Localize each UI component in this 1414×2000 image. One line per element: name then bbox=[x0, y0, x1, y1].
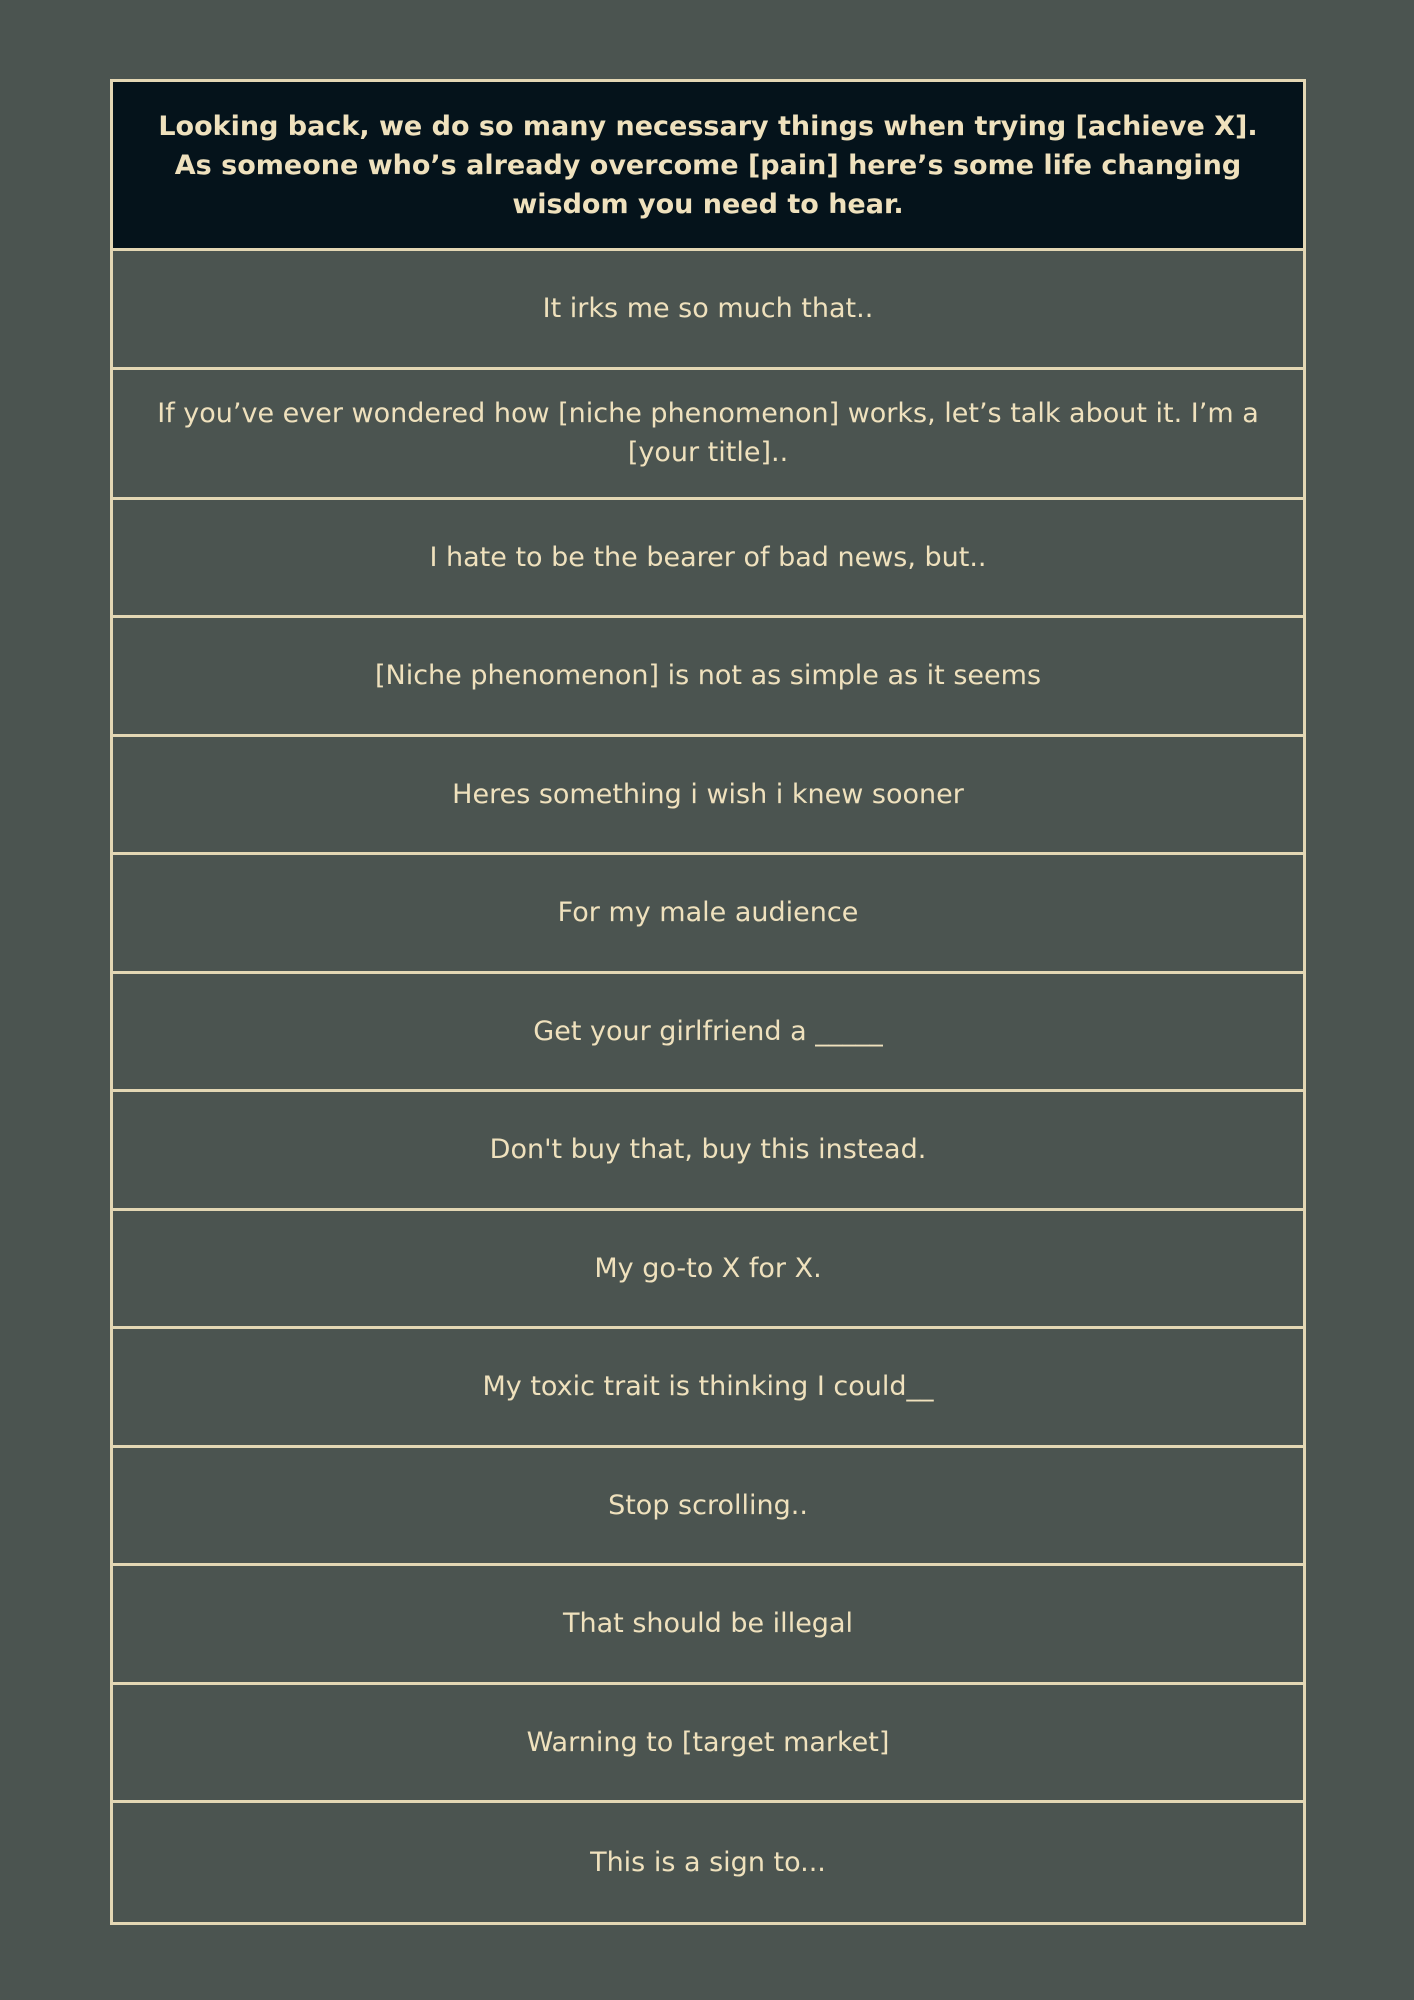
hook-row: I hate to be the bearer of bad news, but.. bbox=[113, 500, 1303, 619]
hook-row: Stop scrolling.. bbox=[113, 1448, 1303, 1567]
hook-row: It irks me so much that.. bbox=[113, 251, 1303, 370]
hooks-table bbox=[110, 79, 1306, 1925]
hook-row: This is a sign to... bbox=[590, 1846, 826, 1878]
hook-row: [Niche phenomenon] is not as simple as it seems bbox=[113, 618, 1303, 737]
hook-row: Get your girlfriend a _____ bbox=[113, 974, 1303, 1093]
hook-row: That should be illegal bbox=[113, 1566, 1303, 1685]
hook-row: Don't buy that, buy this instead. bbox=[113, 1092, 1303, 1211]
hook-row: Warning to [target market] bbox=[113, 1685, 1303, 1804]
hook-row: My go-to X for X. bbox=[113, 1211, 1303, 1330]
hook-row: My toxic trait is thinking I could__ bbox=[113, 1329, 1303, 1448]
table-header: Looking back, we do so many necessary things when trying [achieve X]. As someone who’s already overcome [pain] here’s some life changing wisdom you need to hear. bbox=[113, 82, 1303, 251]
hook-row: For my male audience bbox=[113, 855, 1303, 974]
hook-row: Heres something i wish i knew sooner bbox=[113, 737, 1303, 856]
hook-row: If you’ve ever wondered how [niche phenomenon] works, let’s talk about it. I’m a [your title].. bbox=[113, 370, 1303, 500]
